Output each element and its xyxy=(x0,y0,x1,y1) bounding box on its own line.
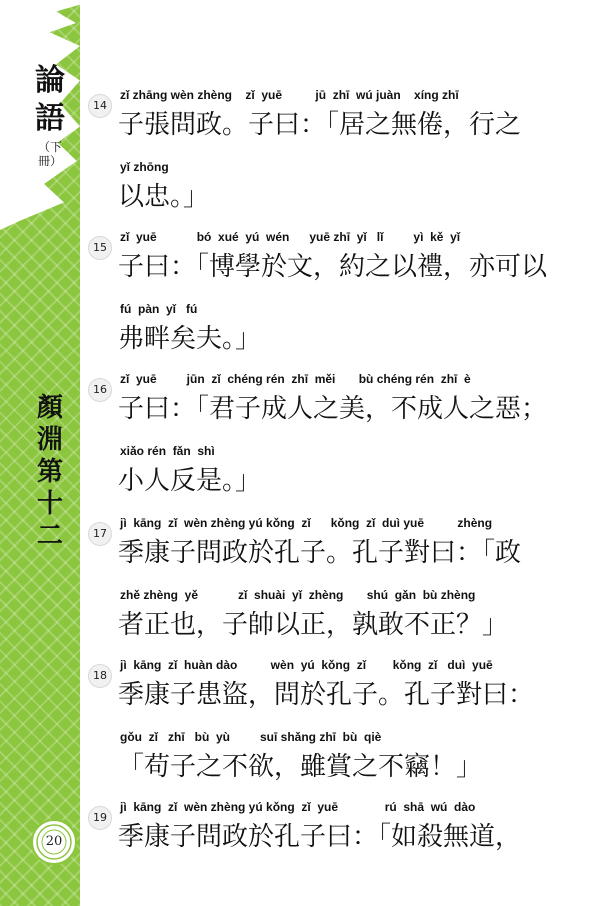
passage-number: 14 xyxy=(88,94,112,118)
text-line: 小人反是。」 xyxy=(118,466,262,496)
book-title: 論語 xyxy=(35,63,65,136)
text-line: 子曰：「博學於文，約之以禮，亦可以 xyxy=(118,252,548,282)
volume-label: （下冊） xyxy=(37,140,62,168)
pinyin-line: zǐ yuē jūn zǐ chéng rén zhī měi bù chéng rén zhī è xyxy=(120,372,471,386)
pinyin-line: gǒu zǐ zhī bù yù suī shǎng zhī bù qiè xyxy=(120,730,382,744)
pinyin-line: zǐ yuē bó xué yú wén yuē zhī yǐ lǐ yì kě yǐ xyxy=(120,230,461,244)
pinyin-line: yǐ zhōng xyxy=(120,160,169,174)
text-line: 弗畔矣夫。」 xyxy=(118,324,262,354)
passage-number: 16 xyxy=(88,378,112,402)
text-line: 季康子問政於孔子曰：「如殺無道， xyxy=(118,822,522,852)
pinyin-line: fú pàn yǐ fú xyxy=(120,302,198,316)
text-line: 以忠。」 xyxy=(118,182,210,212)
text-line: 「苟子之不欲，雖賞之不竊！」 xyxy=(118,752,483,782)
passage-number: 18 xyxy=(88,664,112,688)
chapter-title: 顏淵第十二 xyxy=(36,393,63,551)
text-line: 季康子問政於孔子。孔子對曰：「政 xyxy=(118,538,522,568)
text-line: 季康子患盜，問於孔子。孔子對曰： xyxy=(118,680,535,710)
page-number: 20 xyxy=(45,834,63,849)
passage-number: 17 xyxy=(88,522,112,546)
pinyin-line: jì kāng zǐ wèn zhèng yú kǒng zǐ yuē rú shā wú dào xyxy=(120,800,476,814)
pinyin-line: jì kāng zǐ wèn zhèng yú kǒng zǐ kǒng zǐ duì yuē zhèng xyxy=(120,516,493,530)
pinyin-line: xiǎo rén fǎn shì xyxy=(120,444,215,458)
text-line: 子張問政。子曰：「居之無倦，行之 xyxy=(118,110,522,140)
text-line: 者正也，子帥以正，孰敢不正？」 xyxy=(118,610,509,640)
pinyin-line: zǐ zhāng wèn zhèng zǐ yuē jū zhī wú juàn xíng zhī xyxy=(120,88,459,102)
passage-number: 19 xyxy=(88,806,112,830)
text-line: 子曰：「君子成人之美，不成人之惡； xyxy=(118,394,548,424)
pinyin-line: jì kāng zǐ huàn dào wèn yú kǒng zǐ kǒng zǐ duì yuē xyxy=(120,658,493,672)
sidebar-band xyxy=(0,0,80,906)
pinyin-line: zhě zhèng yě zǐ shuài yǐ zhèng shú gǎn bù zhèng xyxy=(120,588,476,602)
passage-number: 15 xyxy=(88,236,112,260)
